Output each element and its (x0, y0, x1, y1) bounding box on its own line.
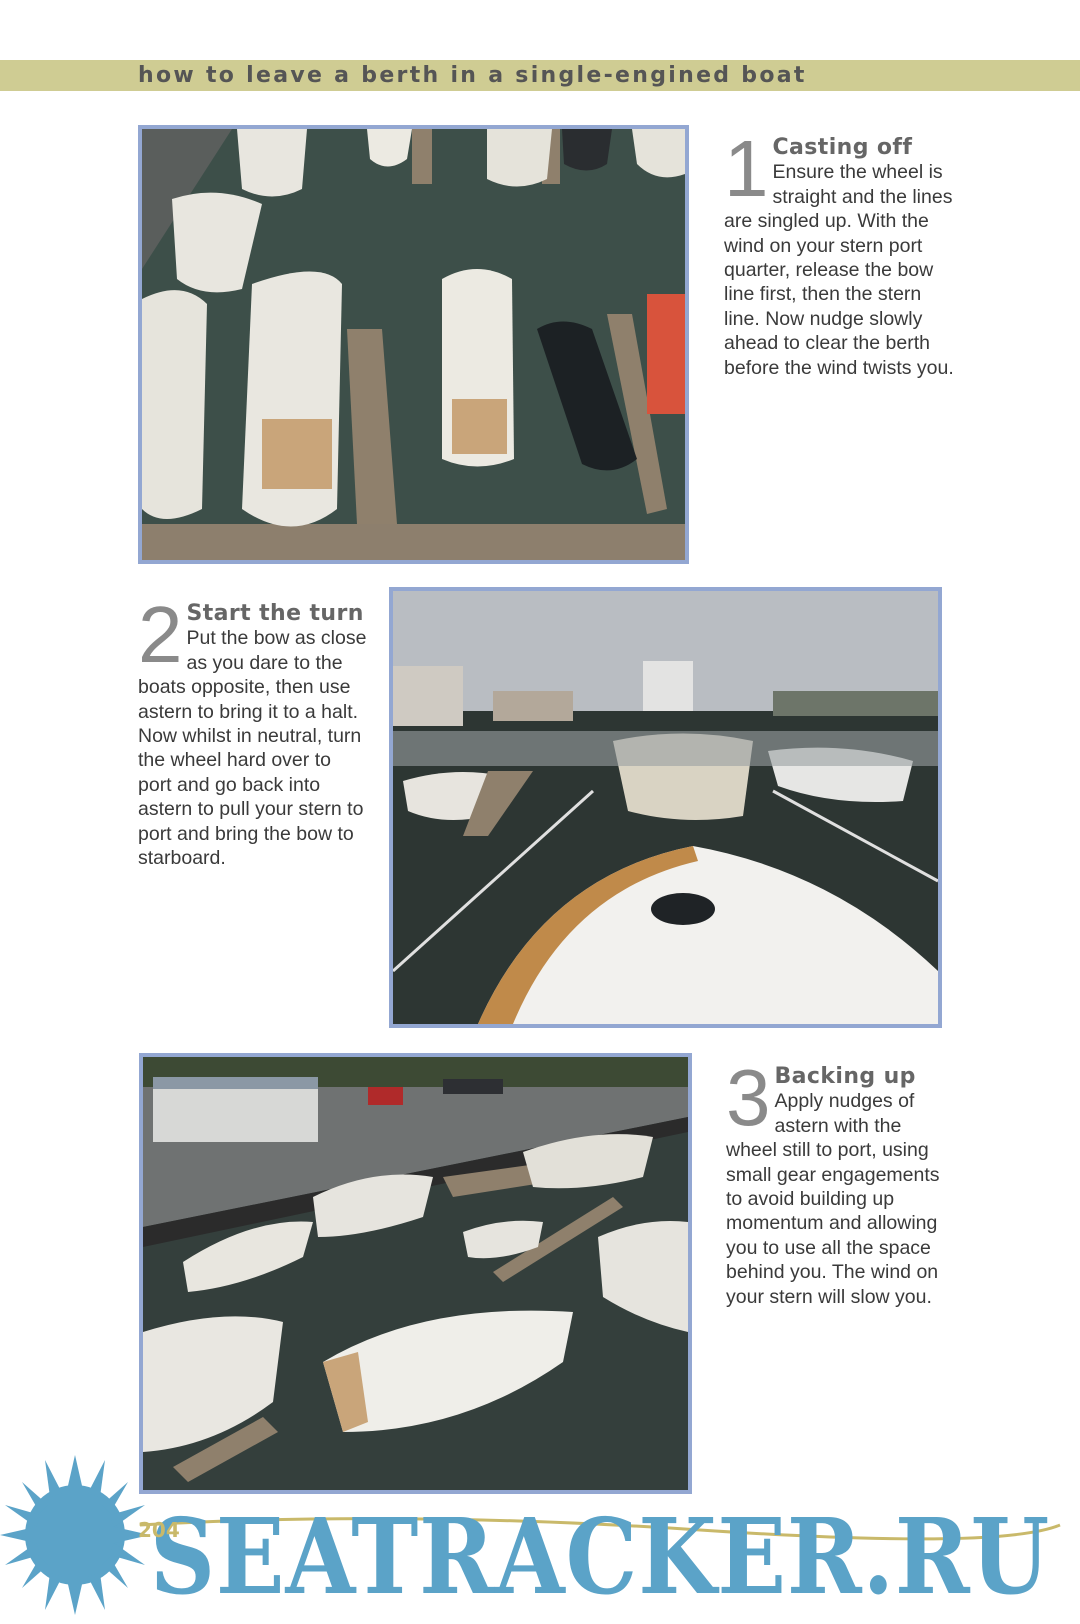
step-1-body: Ensure the wheel is straight and the lines are singled up. With the wind on your stern port quarter, release the bow line first, then the stern line. Now nudge slowly ahead to clear the berth before the wind twists you. (724, 161, 954, 379)
step-2-number: 2 (138, 590, 183, 679)
step-2 (138, 590, 368, 870)
step-1-number: 1 (724, 124, 769, 213)
photo-casting-off (138, 125, 689, 564)
step-3-number: 3 (726, 1053, 771, 1142)
photo-backing-up (139, 1053, 692, 1494)
step-1-heading: Casting off (772, 135, 913, 160)
photo-start-the-turn (389, 587, 942, 1028)
svg-text:SEATRACKER.RU: SEATRACKER.RU (150, 1495, 1050, 1618)
page-header-title: how to leave a berth in a single-engined boat (138, 63, 807, 88)
step-3-body: Apply nudges of astern with the wheel still to port, using small gear engagements to avoid building up momentum and allowing you to use all the space behind you. The wind on your stern will slow you. (726, 1090, 940, 1308)
page-number: 204 (138, 1518, 180, 1542)
step-3-heading: Backing up (774, 1064, 916, 1089)
step-1 (724, 124, 954, 380)
step-3 (726, 1053, 956, 1309)
step-2-body: Put the bow as close as you dare to the boats opposite, then use astern to bring it to a halt. Now whilst in neutral, turn the wheel hard over to port and go back into astern to pull your stern to port and bring the bow to starboard. (138, 627, 367, 870)
step-2-heading: Start the turn (186, 601, 364, 626)
